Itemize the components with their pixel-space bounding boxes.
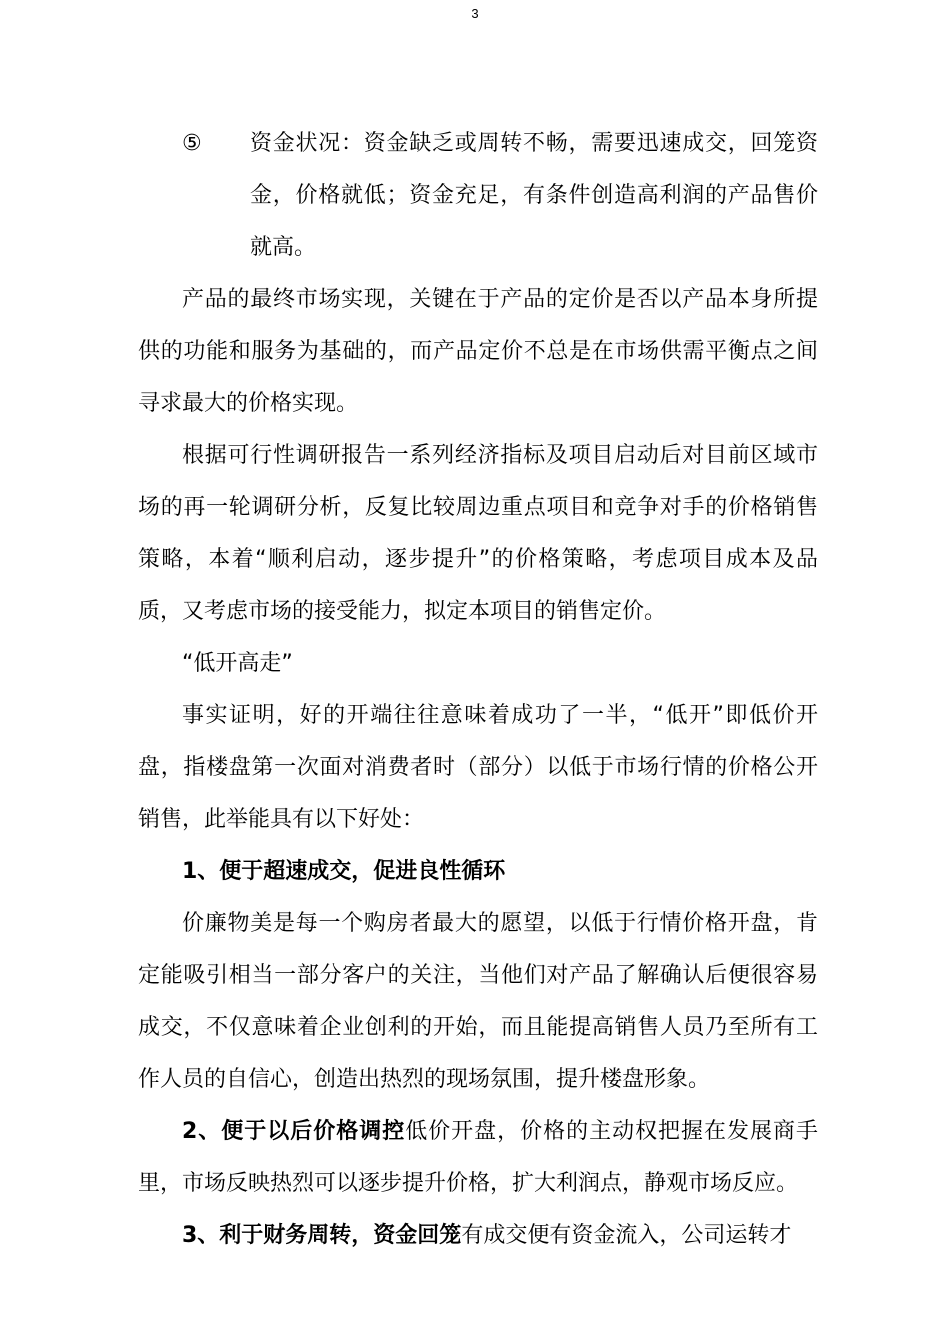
paragraph: 根据可行性调研报告一系列经济指标及项目启动后对目前区域市场的再一轮调研分析，反复比较周边重点项目和竞争对手的价格销售策略，本着“顺利启动，逐步提升”的价格策略，考虑项目成本及品质，又考虑市场的接受能力，拟定本项目的销售定价。 — [138, 443, 818, 624]
paragraph-text: 有成交便有资金流入，公司运转才 — [461, 1223, 792, 1248]
paragraph-with-heading-3 — [138, 1210, 818, 1262]
page-number: 3 — [471, 6, 479, 21]
document-body — [138, 118, 818, 1262]
heading-3: 3、利于财务周转，资金回笼 — [182, 1223, 462, 1248]
list-item-text: 资金状况：资金缺乏或周转不畅，需要迅速成交，回笼资金，价格就低；资金充足，有条件创造高利润的产品售价就高。 — [250, 131, 818, 260]
heading-1: 1、便于超速成交，促进良性循环 — [182, 859, 506, 884]
list-item-5 — [138, 118, 818, 274]
heading-2: 2、便于以后价格调控 — [182, 1119, 406, 1144]
section-title: “低开高走” — [182, 651, 293, 676]
paragraph: 价廉物美是每一个购房者最大的愿望，以低于行情价格开盘，肯定能吸引相当一部分客户的关注，当他们对产品了解确认后便很容易成交，不仅意味着企业创利的开始，而且能提高销售人员乃至所有工作人员的自信心，创造出热烈的现场氛围，提升楼盘形象。 — [138, 911, 818, 1092]
paragraph-text: 低价开盘，价格的主动权把握在发展商手里，市场反映热烈可以逐步提升价格，扩大利润点，静观市场反应。 — [138, 1119, 818, 1196]
paragraph: 事实证明，好的开端往往意味着成功了一半，“低开”即低价开盘，指楼盘第一次面对消费者时（部分）以低于市场行情的价格公开销售，此举能具有以下好处： — [138, 703, 818, 832]
paragraph: 产品的最终市场实现，关键在于产品的定价是否以产品本身所提供的功能和服务为基础的，而产品定价不总是在市场供需平衡点之间寻求最大的价格实现。 — [138, 287, 818, 416]
paragraph-with-heading-2 — [138, 1106, 818, 1210]
list-marker: ⑤ — [182, 131, 202, 156]
